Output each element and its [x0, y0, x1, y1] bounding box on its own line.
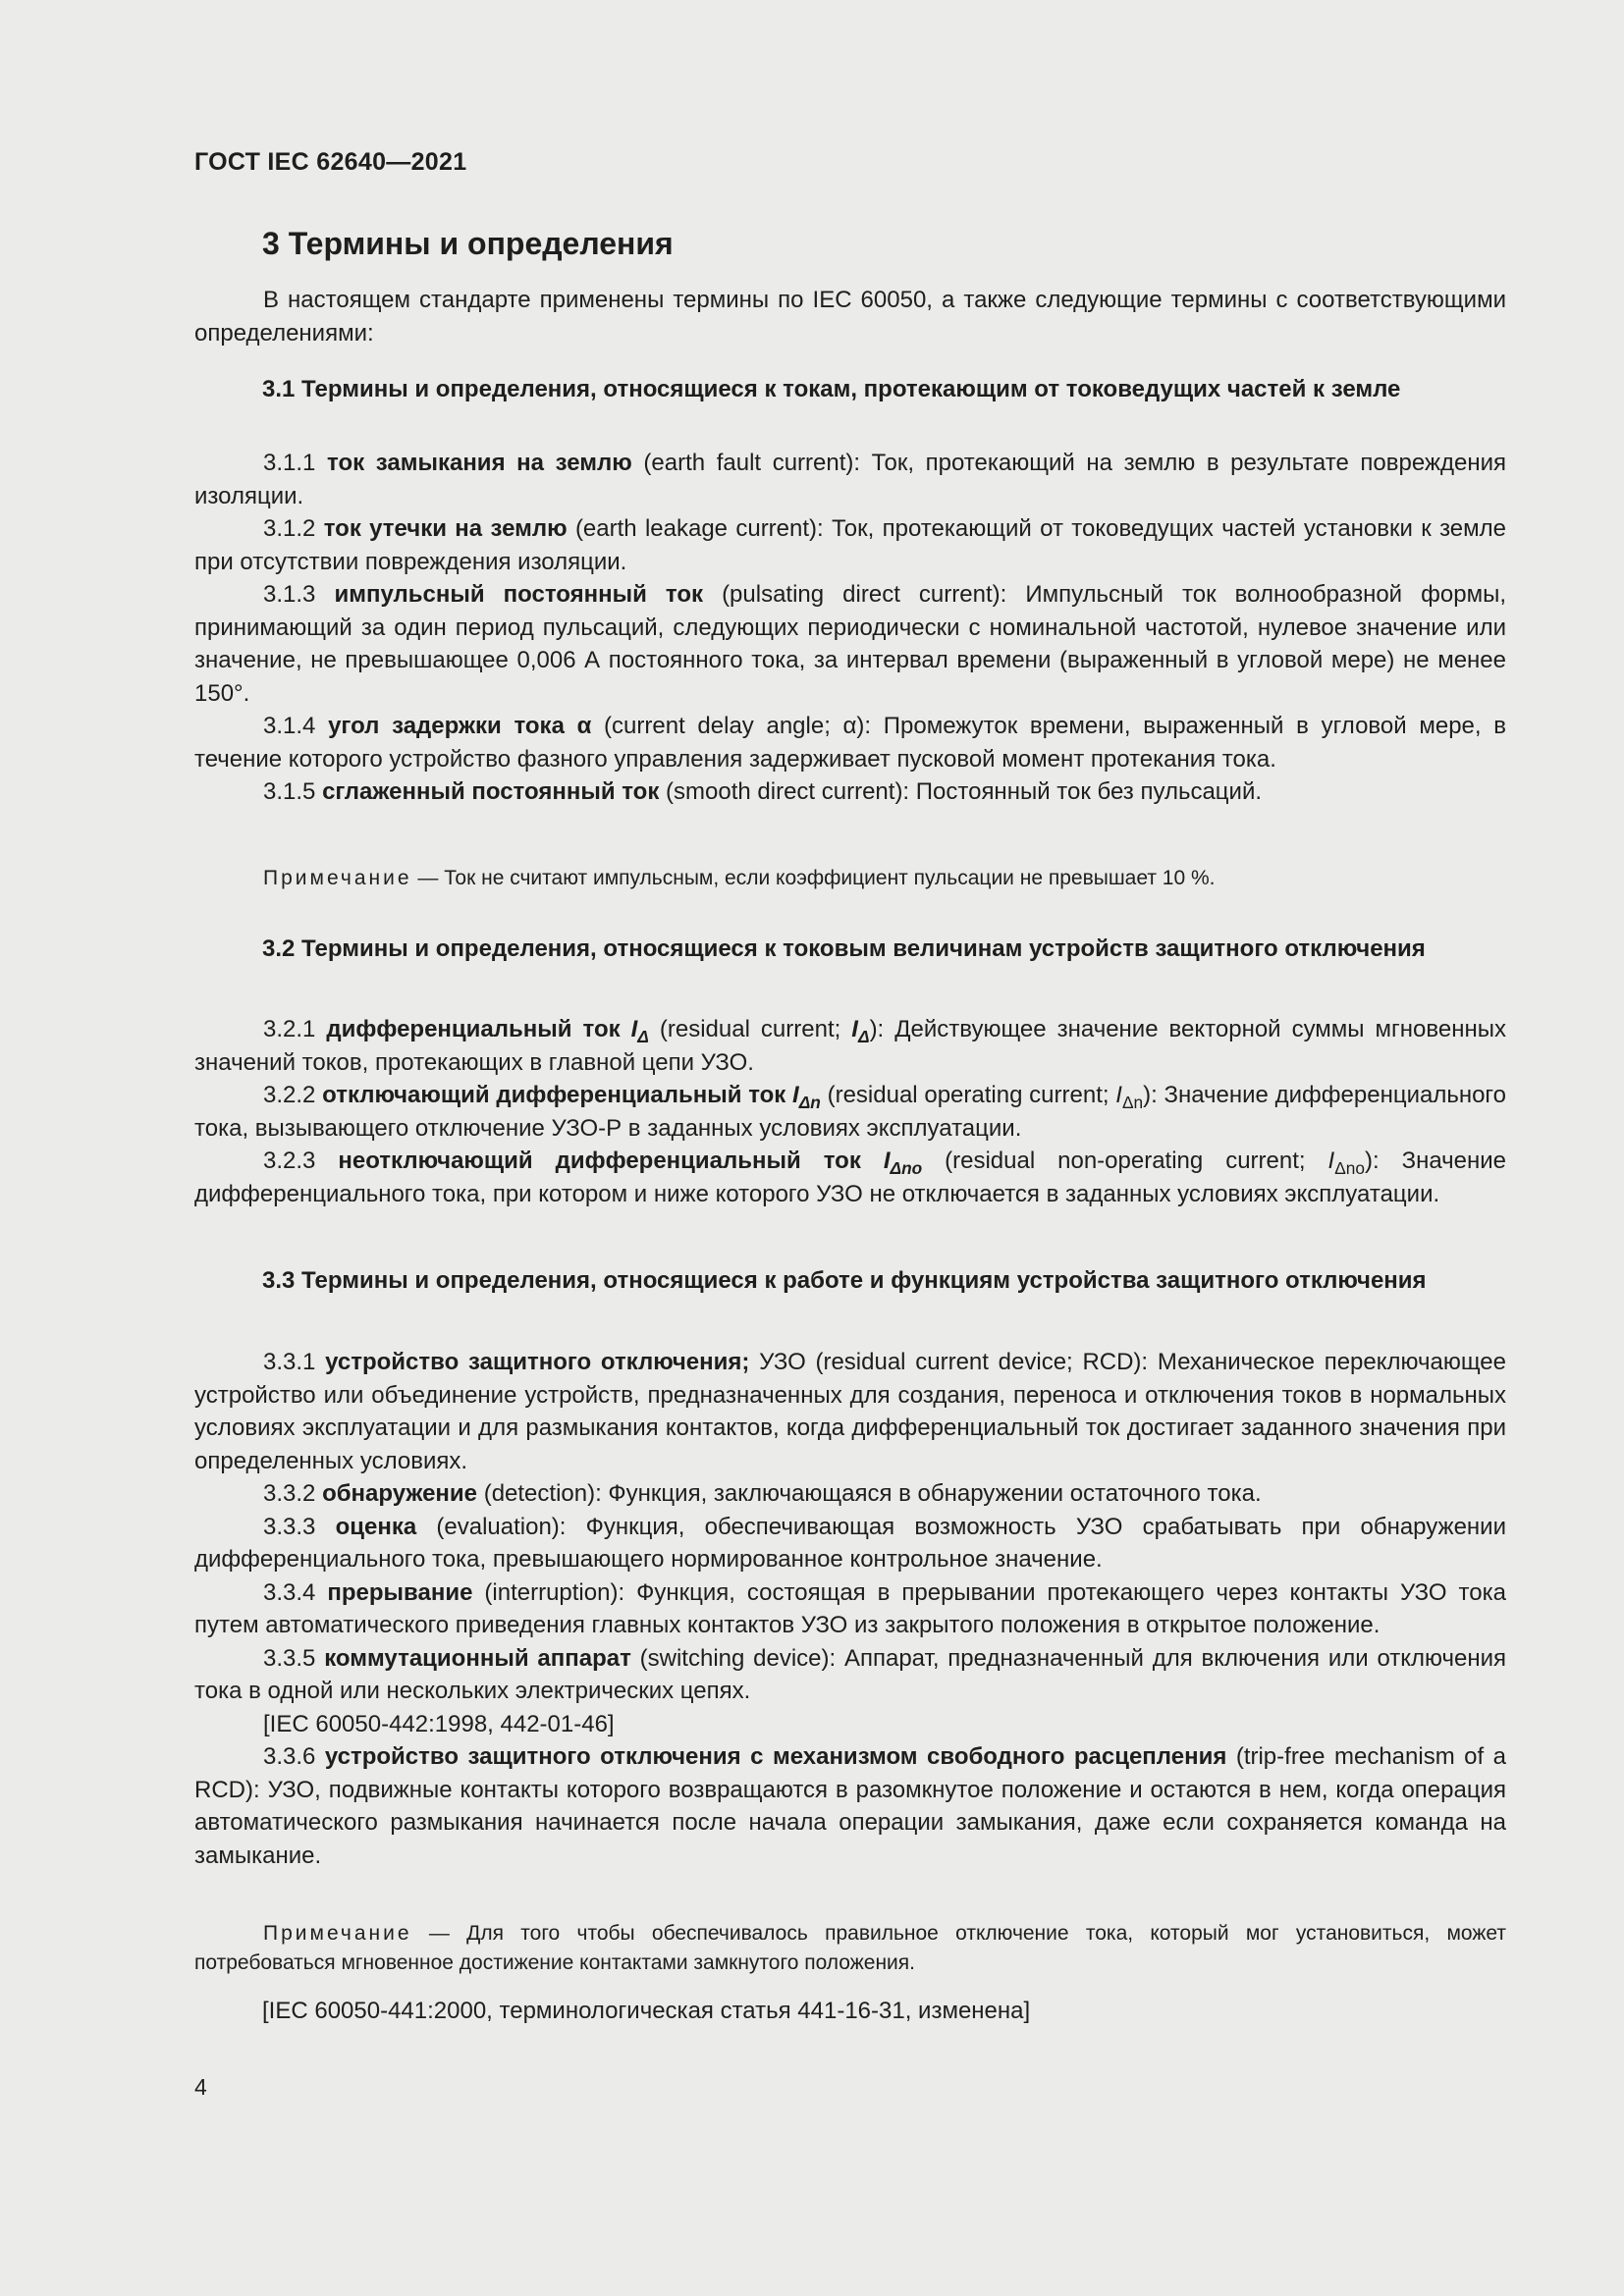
document-header: ГОСТ IEC 62640—2021: [194, 148, 467, 176]
definitions-3-2: [194, 1013, 1506, 1210]
term-3-3-6: 3.3.6 устройство защитного отключения с механизмом свободного расцепления (trip-free mechanism of a RCD): УЗО, подвижные контакты которого возвращаются в разомкнутое положение и остаются в нем, когда операция автоматического размыкания начинается после начала операции замыкания, даже если сохраняется команда на замыкание.: [194, 1743, 1507, 1869]
term-3-1-5: 3.1.5 сглаженный постоянный ток (smooth direct current): Постоянный ток без пульсаций.: [263, 778, 1263, 805]
term-3-3-5: 3.3.5 коммутационный аппарат (switching device): Аппарат, предназначенный для включения или отключения тока в одной или нескольких электрических цепях.: [194, 1644, 1507, 1704]
intro-paragraph: [194, 284, 1506, 349]
page-number: 4: [194, 2074, 207, 2100]
term-3-3-2: 3.3.2 обнаружение (detection): Функция, заключающаяся в обнаружении остаточного тока.: [263, 1480, 1262, 1507]
note-3-1: [194, 864, 1506, 893]
section-title: 3 Термины и определения: [262, 226, 674, 261]
subsection-heading-3-3: 3.3 Термины и определения, относящиеся к работе и функциям устройства защитного отключения: [262, 1267, 1427, 1294]
note-text: — Ток не считают импульсным, если коэффициент пульсации не превышает 10 %.: [411, 867, 1216, 889]
definitions-3-1: [194, 447, 1506, 809]
term-3-1-1: 3.1.1 ток замыкания на землю (earth fault current): Ток, протекающий на землю в результате повреждения изоляции.: [194, 450, 1507, 509]
term-3-3-3: 3.3.3 оценка (evaluation): Функция, обеспечивающая возможность УЗО срабатывать при обнаружении дифференциального тока, превышающего нормированное контрольное значение.: [194, 1513, 1506, 1573]
term-3-1-4: 3.1.4 угол задержки тока α (current delay angle; α): Промежуток времени, выраженный в угловой мере, в течение которого устройство фазного управления задерживает пусковой момент протекания тока.: [194, 713, 1506, 773]
definitions-3-3: [194, 1346, 1506, 1872]
term-3-1-2: 3.1.2 ток утечки на землю (earth leakage current): Ток, протекающий от токоведущих частей установки к земле при отсутствии повреждения изоляции.: [194, 515, 1507, 575]
intro-text: В настоящем стандарте применены термины по IEC 60050, а также следующие термины с соответствующими определениями:: [194, 287, 1506, 347]
note-label: Примечание: [263, 1922, 412, 1945]
note-label: Примечание: [263, 867, 412, 889]
subsection-heading-3-1: 3.1 Термины и определения, относящиеся к токам, протекающим от токоведущих частей к земле: [262, 376, 1401, 402]
term-3-2-1: 3.2.1 дифференциальный ток $I_\Delta$ (residual current; $I_\Delta$): Действующее значение векторной суммы мгновенных значений токов, протекающих в главной цепи УЗО.: [194, 1016, 1506, 1076]
term-3-3-4: 3.3.4 прерывание (interruption): Функция, состоящая в прерывании протекающего через контакты УЗО тока путем автоматического приведения главных контактов УЗО из закрытого положения в открытое положение.: [194, 1578, 1507, 1638]
term-3-2-2: 3.2.2 отключающий дифференциальный ток $I_{\Delta n}$ (residual operating current; $I_{\Delta n}$): Значение дифференциального тока, вызывающего отключение УЗО-Р в заданных условиях эксплуатации.: [194, 1082, 1507, 1142]
term-3-3-1: 3.3.1 устройство защитного отключения; УЗО (residual current device; RCD): Механическое переключающее устройство или объединение устройств, предназначенных для создания, переноса и отключения токов в нормальных условиях эксплуатации и для размыкания контактов, когда дифференциальный ток достигает заданного значения при определенных условиях.: [194, 1349, 1507, 1474]
term-3-2-3: 3.2.3 неотключающий дифференциальный ток $I_{\Delta no}$ (residual non-operating current; $I_{\Delta no}$): Значение дифференциального тока, при котором и ниже которого УЗО не отключается в заданных условиях эксплуатации.: [194, 1148, 1507, 1207]
reference-3-3-5: [IEC 60050-442:1998, 442-01-46]: [263, 1710, 615, 1737]
subsection-heading-3-2: 3.2 Термины и определения, относящиеся к токовым величинам устройств защитного отключения: [262, 935, 1426, 962]
note-text: — Для того чтобы обеспечивалось правильное отключение тока, который мог установиться, может потребоваться мгновенное достижение контактами замкнутого положения.: [194, 1922, 1506, 1974]
reference-3-3-6: [IEC 60050-441:2000, терминологическая статья 441-16-31, изменена]: [262, 1998, 1031, 2024]
note-3-3-6: [194, 1919, 1506, 1978]
term-3-1-3: 3.1.3 импульсный постоянный ток (pulsating direct current): Импульсный ток волнообразной формы, принимающий за один период пульсаций, следующих периодически с номинальной частотой, нулевое значение или значение, не превышающее 0,006 А постоянного тока, за интервал времени (выраженный в угловой мере) не менее 150°.: [194, 581, 1506, 707]
